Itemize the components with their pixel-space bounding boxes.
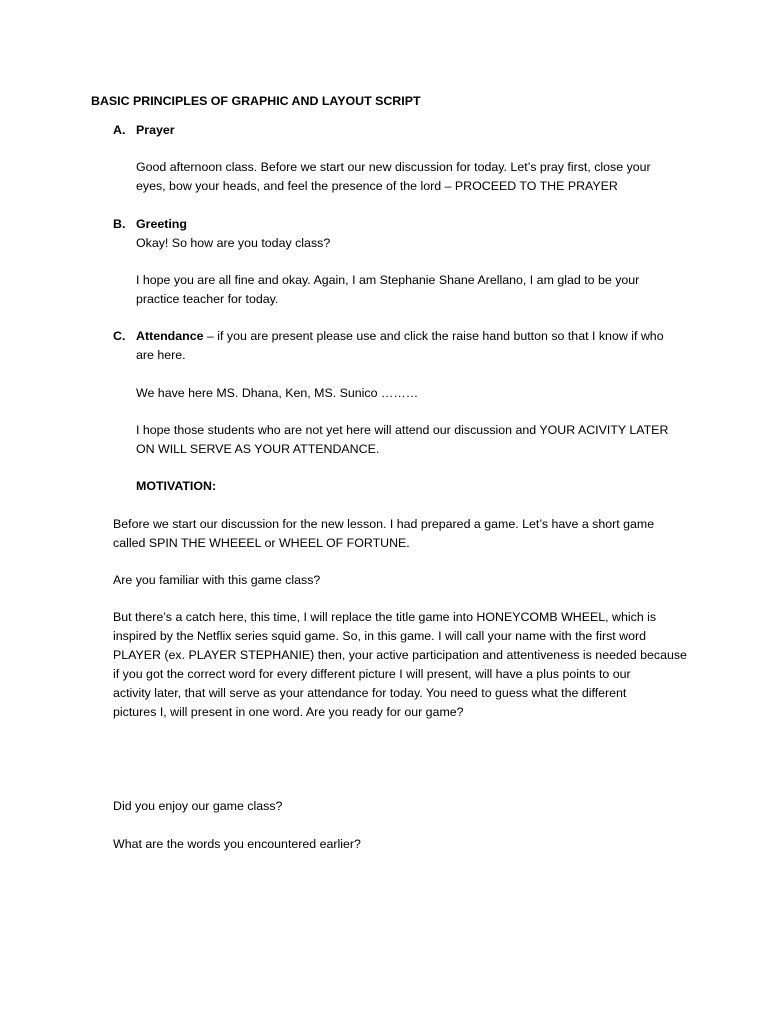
greeting-line-1: Okay! So how are you today class? [136, 236, 331, 250]
motivation-heading: MOTIVATION: [136, 479, 217, 493]
attendance-heading-rest: – if you are present please use and click the raise hand button so that I know if who [203, 329, 664, 343]
section-b-marker: B. [113, 217, 126, 231]
section-b-heading: Greeting [136, 217, 187, 231]
motivation-p2: Are you familiar with this game class? [113, 573, 321, 587]
motivation-p3-line-2: inspired by the Netflix series squid game. So, in this game. I will call your name with the first word [113, 629, 647, 643]
motivation-p1-line-1: Before we start our discussion for the new lesson. I had prepared a game. Let’s have a short game [113, 517, 655, 531]
section-c-heading: Attendance [136, 329, 204, 343]
motivation-p4: Did you enjoy our game class? [113, 799, 283, 813]
section-a-heading: Prayer [136, 123, 175, 137]
attendance-line-1 [136, 327, 664, 346]
section-a-marker: A. [113, 123, 126, 137]
attendance-note-line-2: ON WILL SERVE AS YOUR ATTENDANCE. [136, 442, 380, 456]
motivation-p3-line-4: if you got the correct word for every different picture I will present, will have a plus points to our [113, 667, 631, 681]
motivation-p5: What are the words you encountered earlier? [113, 837, 361, 851]
motivation-p3-line-5: activity later, that will serve as your attendance for today. You need to guess what the different [113, 686, 627, 700]
greeting-text-line-1: I hope you are all fine and okay. Again, I am Stephanie Shane Arellano, I am glad to be your [136, 273, 640, 287]
attendance-line-2: are here. [136, 348, 186, 362]
prayer-text-line-2: eyes, bow your heads, and feel the presence of the lord – PROCEED TO THE PRAYER [136, 179, 618, 193]
motivation-p3-line-3: PLAYER (ex. PLAYER STEPHANIE) then, your active participation and attentiveness is needed because [113, 648, 687, 662]
motivation-p3-line-6: pictures I, will present in one word. Are you ready for our game? [113, 705, 464, 719]
attendance-names: We have here MS. Dhana, Ken, MS. Sunico ……… [136, 386, 419, 400]
motivation-p3-line-1: But there’s a catch here, this time, I will replace the title game into HONEYCOMB WHEEL, which is [113, 610, 657, 624]
document-title: BASIC PRINCIPLES OF GRAPHIC AND LAYOUT SCRIPT [91, 94, 421, 108]
prayer-text-line-1: Good afternoon class. Before we start our new discussion for today. Let’s pray first, close your [136, 160, 651, 174]
section-c-marker: C. [113, 329, 126, 343]
attendance-note-line-1: I hope those students who are not yet here will attend our discussion and YOUR ACIVITY LATER [136, 423, 669, 437]
greeting-text-line-2: practice teacher for today. [136, 292, 279, 306]
motivation-p1-line-2: called SPIN THE WHEEEL or WHEEL OF FORTUNE. [113, 536, 410, 550]
